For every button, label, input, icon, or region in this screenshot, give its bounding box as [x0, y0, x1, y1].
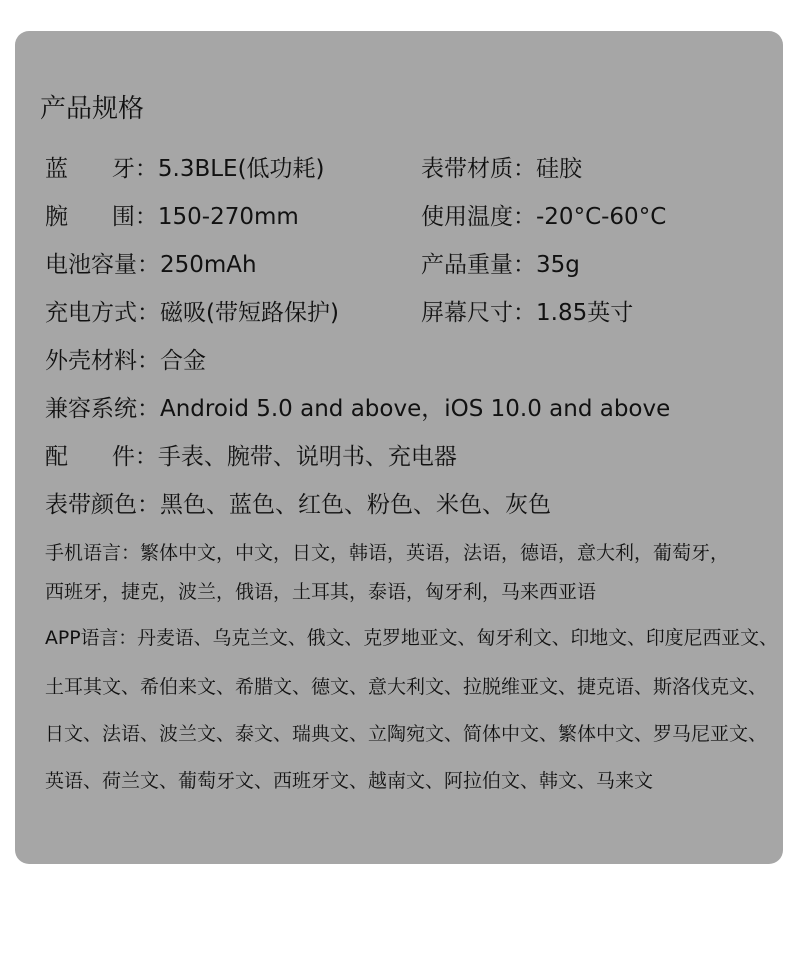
app-languages-line-4: 英语、荷兰文、葡萄牙文、西班牙文、越南文、阿拉伯文、韩文、马来文: [45, 770, 654, 792]
spec-value: 磁吸(带短路保护): [160, 300, 339, 326]
spec-label: 充电方式：: [45, 300, 160, 326]
spec-bluetooth: [45, 153, 325, 185]
spec-value: 35g: [536, 252, 580, 278]
spec-charging: [45, 297, 339, 329]
spec-value: 硅胶: [536, 156, 582, 182]
spec-accessories: [45, 441, 457, 473]
spec-label: 蓝 牙：: [45, 156, 158, 182]
spec-label: 屏幕尺寸：: [421, 300, 536, 326]
spec-value: 250mAh: [160, 252, 257, 278]
spec-value: 150-270mm: [157, 204, 299, 230]
spec-battery: [45, 249, 257, 281]
spec-strap-colors: [45, 489, 551, 521]
page-title: 产品规格: [40, 94, 145, 124]
spec-label: 表带材质：: [421, 156, 536, 182]
spec-value: 手表、腕带、说明书、充电器: [157, 444, 457, 470]
spec-value: Android 5.0 and above，iOS 10.0 and above: [160, 396, 671, 422]
spec-value: 5.3BLE(低功耗): [157, 156, 325, 182]
spec-temperature: [421, 201, 666, 233]
app-languages-line-3: 日文、法语、波兰文、泰文、瑞典文、立陶宛文、简体中文、繁体中文、罗马尼亚文、: [45, 723, 768, 745]
spec-value: -20°C-60°C: [536, 204, 667, 230]
spec-label: 表带颜色：: [45, 492, 160, 518]
spec-compatibility: [45, 393, 670, 425]
spec-screen-size: [421, 297, 633, 329]
app-languages-line-1: APP语言：丹麦语、乌克兰文、俄文、克罗地亚文、匈牙利文、印地文、印度尼西亚文、: [45, 628, 778, 649]
spec-label: 产品重量：: [421, 252, 536, 278]
spec-label: 腕 围：: [45, 204, 158, 230]
app-languages-line-2: 土耳其文、希伯来文、希腊文、德文、意大利文、拉脱维亚文、捷克语、斯洛伐克文、: [45, 676, 768, 698]
spec-label: 配 件：: [45, 444, 158, 470]
spec-value: 合金: [160, 348, 206, 374]
phone-languages-line-1: 手机语言：繁体中文，中文，日文，韩语，英语，法语，德语，意大利，葡萄牙，: [45, 542, 730, 564]
spec-weight: [421, 249, 580, 281]
spec-strap-material: [421, 153, 582, 185]
spec-value: 1.85英寸: [536, 300, 634, 326]
spec-label: 兼容系统：: [45, 396, 160, 422]
spec-shell-material: [45, 345, 206, 377]
spec-label: 电池容量：: [45, 252, 160, 278]
spec-value: 黑色、蓝色、红色、粉色、米色、灰色: [160, 492, 551, 518]
phone-languages-line-2: 西班牙，捷克，波兰，俄语，土耳其，泰语，匈牙利，马来西亚语: [45, 581, 597, 603]
spec-wrist-size: [45, 201, 299, 233]
spec-label: 外壳材料：: [45, 348, 160, 374]
spec-label: 使用温度：: [421, 204, 536, 230]
